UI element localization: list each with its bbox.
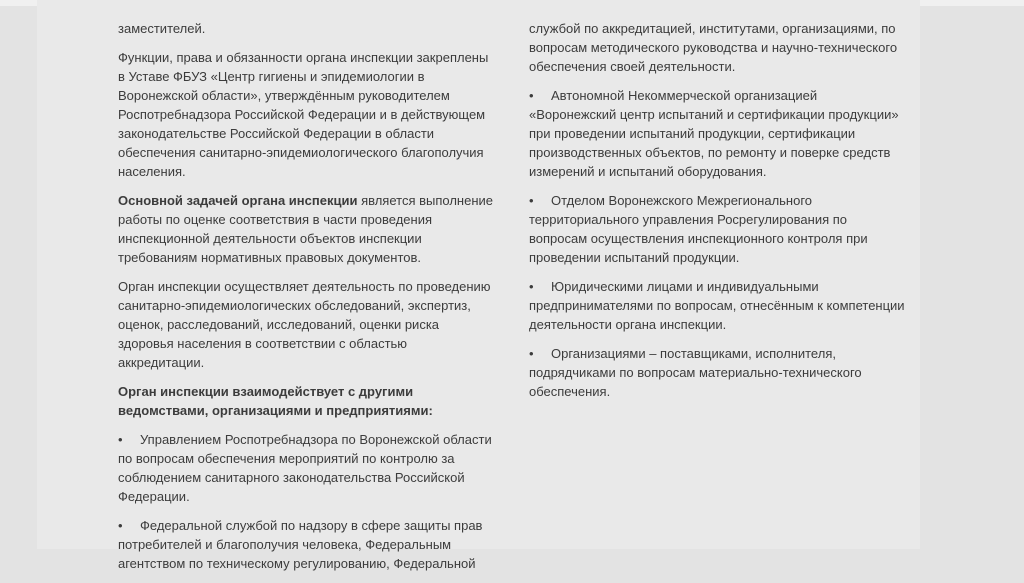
text-run: Управлением Роспотребнадзора по Воронежской области по вопросам обеспечения мероприятий по контролю за соблюдением санитарного законодательства Российской Федерации. [118, 432, 492, 504]
paragraph [118, 277, 496, 372]
paragraph [118, 19, 496, 38]
text-run: Автономной Некоммерческой организацией «Воронежский центр испытаний и сертификации продукции» при проведении испытаний продукции, сертификации производственных объектов, по ремонту и поверке средств измерений и испытаний оборудования. [529, 88, 899, 179]
text-column-2 [529, 19, 907, 583]
document-columns [118, 19, 907, 583]
paragraph [529, 19, 907, 76]
bullet-item [529, 86, 907, 181]
bullet-item [529, 191, 907, 267]
bullet-icon: • [529, 279, 534, 294]
text-run: Отделом Воронежского Межрегионального территориального управления Росрегулирования по вопросам осуществления инспекционного контроля при проведении испытаний продукции. [529, 193, 868, 265]
text-run: Орган инспекции осуществляет деятельность по проведению санитарно-эпидемиологических обследований, экспертиз, оценок, расследований, исследований, оценки риска здоровья населения в соответствии с областью аккредитации. [118, 279, 491, 370]
bullet-item [529, 277, 907, 334]
text-run: Федеральной службой по надзору в сфере защиты прав потребителей и благополучия человека, Федеральным агентством по техническому регулированию, Федеральной [118, 518, 483, 571]
text-run: Юридическими лицами и индивидуальными предпринимателями по вопросам, отнесённым к компетенции деятельности органа инспекции. [529, 279, 905, 332]
text-run: Организациями – поставщиками, исполнителя, подрядчиками по вопросам материально-технического обеспечения. [529, 346, 862, 399]
bullet-item [118, 516, 496, 573]
bullet-icon: • [529, 193, 534, 208]
bullet-icon: • [118, 518, 123, 533]
paragraph [118, 191, 496, 267]
text-run: является выполнение работы по оценке соответствия в части проведения инспекционной деятельности объектов инспекции требованиям нормативных правовых документов. [118, 193, 493, 265]
paragraph [118, 48, 496, 181]
bold-text-run: Основной задачей органа инспекции [118, 193, 358, 208]
bullet-icon: • [118, 432, 123, 447]
bullet-item [529, 344, 907, 401]
bullet-item [118, 430, 496, 506]
text-run: Функции, права и обязанности органа инспекции закреплены в Уставе ФБУЗ «Центр гигиены и эпидемиологии в Воронежской области», утверждённым руководителем Роспотребнадзора Российской Федерации и в действующем законодательстве Российской Федерации в области обеспечения санитарно-эпидемиологического благополучия населения. [118, 50, 489, 179]
text-column-1 [118, 19, 496, 583]
paragraph [118, 382, 496, 420]
bold-text-run: Орган инспекции взаимодействует с другими ведомствами, организациями и предприятиями: [118, 384, 433, 418]
text-run: службой по аккредитацией, институтами, организациями, по вопросам методического руководства и научно-технического обеспечения своей деятельности. [529, 21, 898, 74]
text-run: заместителей. [118, 21, 206, 36]
bullet-icon: • [529, 88, 534, 103]
bullet-icon: • [529, 346, 534, 361]
